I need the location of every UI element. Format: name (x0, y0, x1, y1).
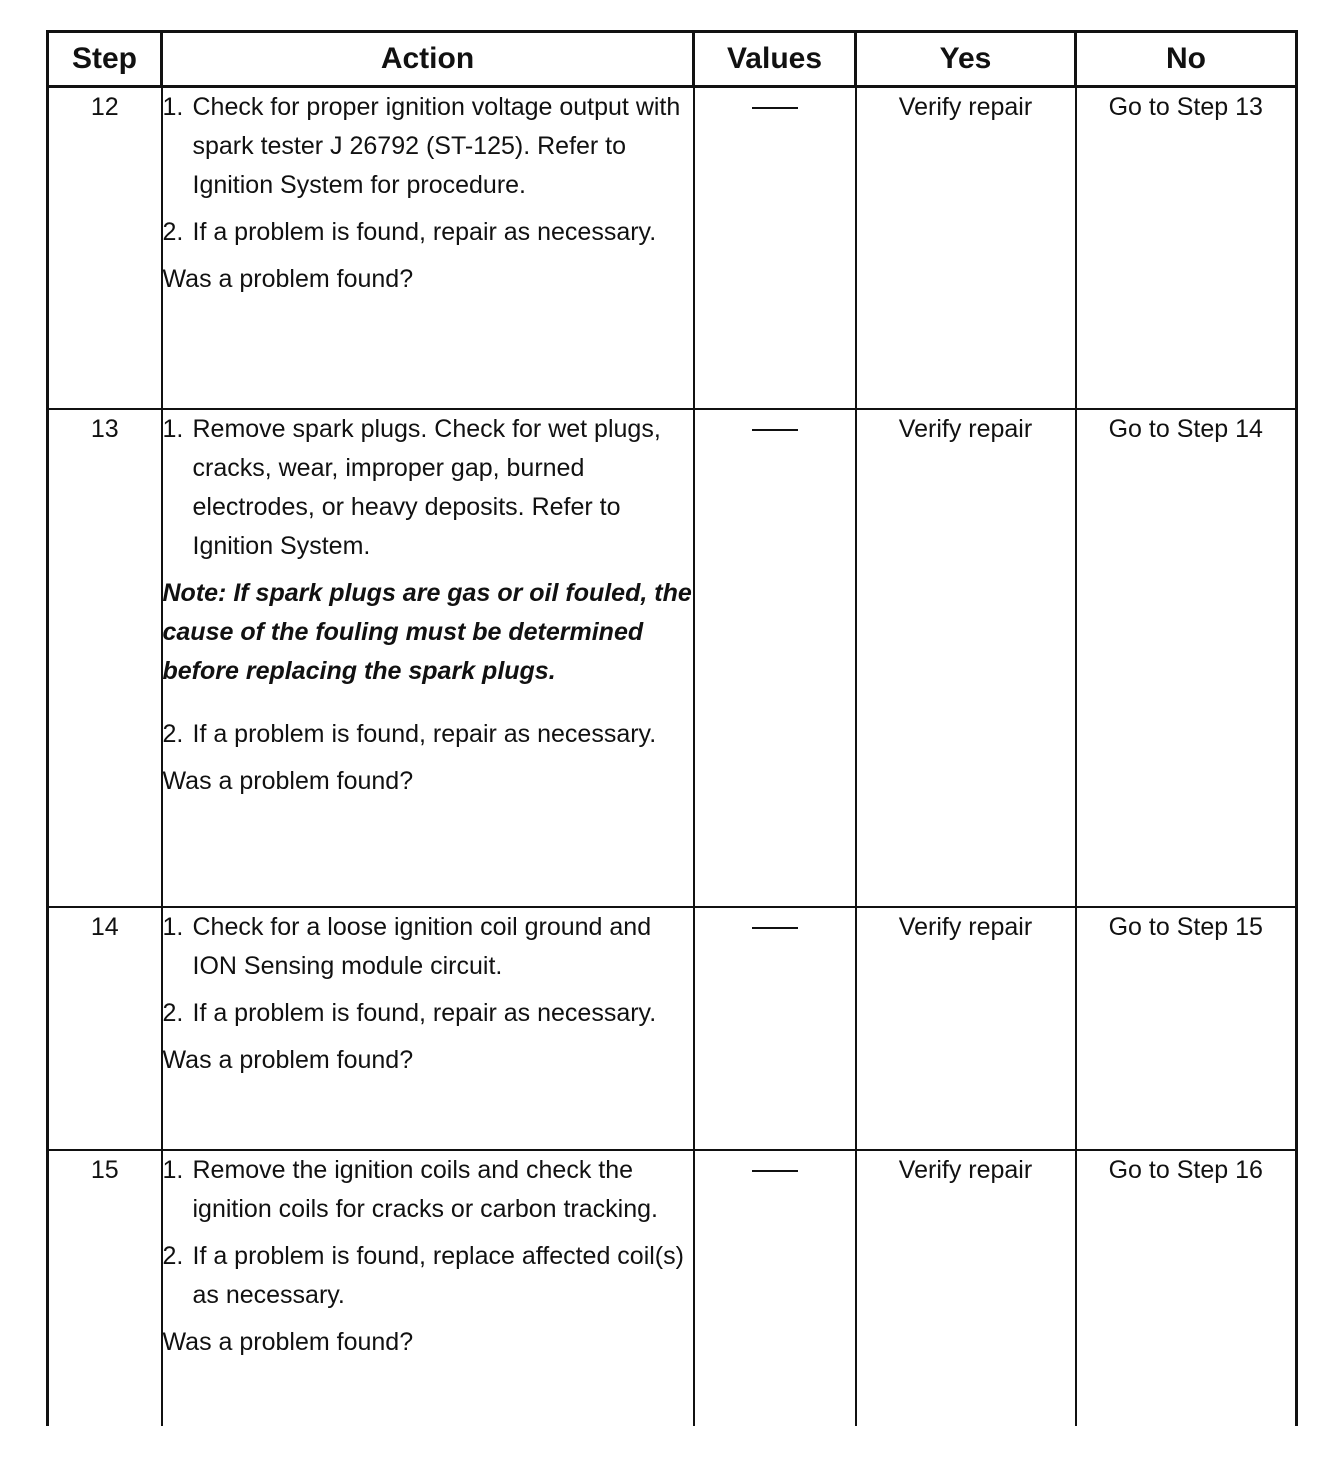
action-item (163, 213, 693, 252)
action-item-text: Remove spark plugs. Check for wet plugs, cracks, wear, improper gap, burned electrodes, or heavy deposits. Refer to Ignition System. (192, 414, 661, 560)
empty-value-dash (752, 429, 798, 431)
yes-result: Verify repair (856, 87, 1076, 409)
empty-value-dash (752, 927, 798, 929)
table-row-step-12 (48, 87, 1297, 409)
action-item (163, 908, 693, 986)
action-question: Was a problem found? (162, 265, 414, 293)
action-item (163, 715, 693, 754)
action-item (163, 410, 693, 566)
table-row-step-15 (48, 1150, 1297, 1426)
table-row-step-13 (48, 409, 1297, 907)
action-item-text: Check for a loose ignition coil ground and ION Sensing module circuit. (192, 912, 652, 980)
action-item (163, 994, 693, 1033)
step-number: 13 (48, 409, 162, 907)
empty-value-dash (752, 107, 798, 109)
no-result: Go to Step 15 (1076, 907, 1297, 1150)
action-cell (162, 87, 694, 409)
action-item-text: If a problem is found, repair as necessary. (192, 218, 657, 246)
step-number: 14 (48, 907, 162, 1150)
action-item-number: 1. (162, 414, 184, 443)
step-number: 15 (48, 1150, 162, 1426)
action-question: Was a problem found? (162, 1327, 414, 1356)
empty-value-dash (752, 1170, 798, 1172)
header-yes: Yes (856, 32, 1076, 87)
step-number: 12 (48, 87, 162, 409)
header-step: Step (48, 32, 162, 87)
action-item-number: 2. (162, 719, 184, 748)
action-item-number: 2. (162, 1241, 184, 1270)
table-row-step-14 (48, 907, 1297, 1150)
no-result: Go to Step 16 (1076, 1150, 1297, 1426)
action-item-number: 1. (162, 93, 184, 121)
header-action: Action (162, 32, 694, 87)
action-item-text: If a problem is found, replace affected coil(s) as necessary. (192, 1241, 684, 1309)
yes-result: Verify repair (856, 1150, 1076, 1426)
action-item-text: Check for proper ignition voltage output with spark tester J 26792 (ST-125). Refer to Ignition System for procedure. (192, 93, 681, 199)
action-cell (162, 1150, 694, 1426)
diagnostic-table (46, 30, 1298, 1426)
action-item-number: 1. (162, 1155, 184, 1184)
action-item (163, 1237, 693, 1315)
values-cell (694, 1150, 856, 1426)
action-cell (162, 409, 694, 907)
action-item-text: If a problem is found, repair as necessary. (192, 719, 657, 748)
yes-result: Verify repair (856, 907, 1076, 1150)
header-values: Values (694, 32, 856, 87)
header-no: No (1076, 32, 1297, 87)
diagnostic-table-container (46, 30, 1295, 1426)
action-item-number: 2. (162, 218, 184, 246)
no-result: Go to Step 13 (1076, 87, 1297, 409)
action-item-number: 1. (162, 912, 184, 941)
values-cell (694, 409, 856, 907)
action-item-text: Remove the ignition coils and check the ignition coils for cracks or carbon tracking. (192, 1155, 658, 1223)
action-item-text: If a problem is found, repair as necessary. (192, 998, 657, 1027)
values-cell (694, 87, 856, 409)
action-item (163, 88, 693, 205)
no-result: Go to Step 14 (1076, 409, 1297, 907)
yes-result: Verify repair (856, 409, 1076, 907)
action-cell (162, 907, 694, 1150)
action-question: Was a problem found? (162, 1045, 414, 1074)
values-cell (694, 907, 856, 1150)
note-text: Note: If spark plugs are gas or oil fouled, the cause of the fouling must be determined before replacing the spark plugs. (162, 578, 692, 685)
action-question: Was a problem found? (162, 766, 414, 795)
action-item (163, 1151, 693, 1229)
header-row (48, 32, 1297, 87)
action-item-number: 2. (162, 998, 184, 1027)
